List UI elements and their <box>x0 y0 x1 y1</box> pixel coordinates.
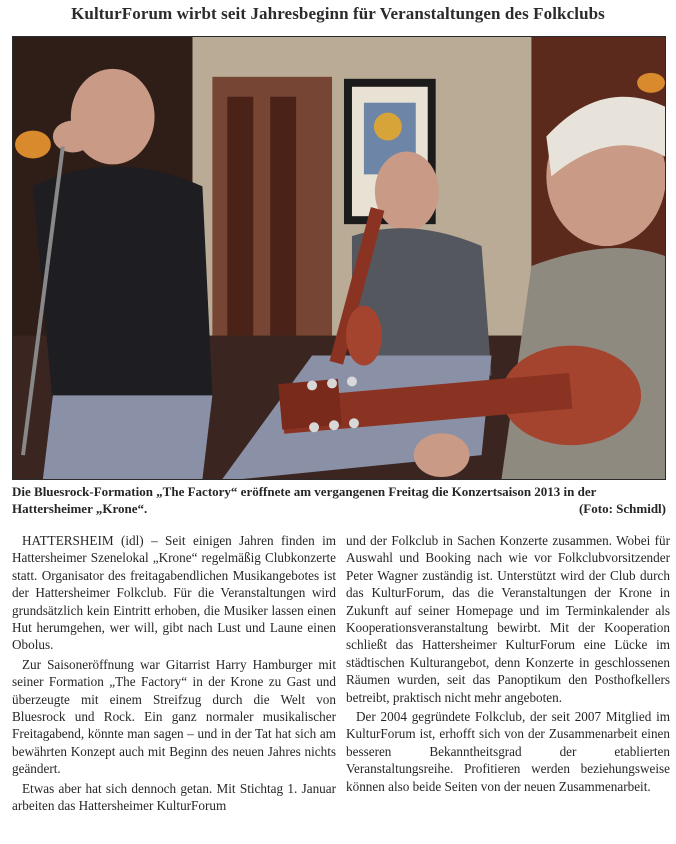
article-headline: KulturForum wirbt seit Jahresbeginn für Veranstaltungen des Folkclubs <box>71 4 605 23</box>
band-performance-photo <box>12 36 666 480</box>
photo-caption <box>12 483 666 517</box>
caption-text: Die Bluesrock-Formation „The Factory“ eröffnete am vergangenen Freitag die Konzertsaison 2013 in der Hattersheimer „Krone“. <box>12 484 597 516</box>
article-column-right <box>346 532 670 795</box>
paragraph: Zur Saisoneröffnung war Gitarrist Harry Hamburger mit seiner Formation „The Factory“ in der Krone zu Gast und überzeugte mit einem Streifzug durch die Welt von Bluesrock und Rock. Ein ganz normaler musikalischer Freitagabend, könnte man sagen – und in der Tat hat sich am bewährten Konzept auch mit Beginn des neuen Jahres nichts geändert. <box>12 656 336 777</box>
paragraph: und der Folkclub in Sachen Konzerte zusammen. Wobei für Auswahl und Booking nach wie vor Folkclubvorsitzender Peter Wagner zuständig ist. Unterstützt wird der Club durch das KulturForum, das die Veranstaltungen der Krone in Zukunft auf seiner Homepage und im Terminkalender als Kooperationsveranstaltung bewirbt. Mit der Kooperation schließt das Hattersheimer KulturForum eine Lücke im städtischen Kulturangebot, denn Konzerte in geschlossenen Räumen wurden, seit das Panoptikum den Posthofkellers betreibt, praktisch nicht mehr angeboten. <box>346 533 670 705</box>
article-column-left <box>12 532 336 815</box>
photo-credit: (Foto: Schmidl) <box>578 501 666 516</box>
paragraph: HATTERSHEIM (idl) – Seit einigen Jahren finden im Hattersheimer Szenelokal „Krone“ regelmäßig Clubkonzerte statt. Organisator des freitagabendlichen Musikangebotes ist der Hattersheimer Folkclub. Für die Veranstaltungen wird grundsätzlich kein Eintritt erhoben, die Musiker lassen einen Hut herumgehen, wer will, gibt nach Lust und Laune einen Obolus. <box>12 533 336 653</box>
paragraph: Etwas aber hat sich dennoch getan. Mit Stichtag 1. Januar arbeiten das Hattersheimer KulturForum <box>12 780 336 814</box>
photo-illustration <box>13 37 665 479</box>
paragraph: Der 2004 gegründete Folkclub, der seit 2007 Mitglied im KulturForum ist, erhofft sich von der Zusammenarbeit einen besseren Bekanntheitsgrad der etablierten Veranstaltungsreihe. Profitieren werden beziehungsweise können also beide Seiten von der neuen Zusammenarbeit. <box>346 709 670 794</box>
